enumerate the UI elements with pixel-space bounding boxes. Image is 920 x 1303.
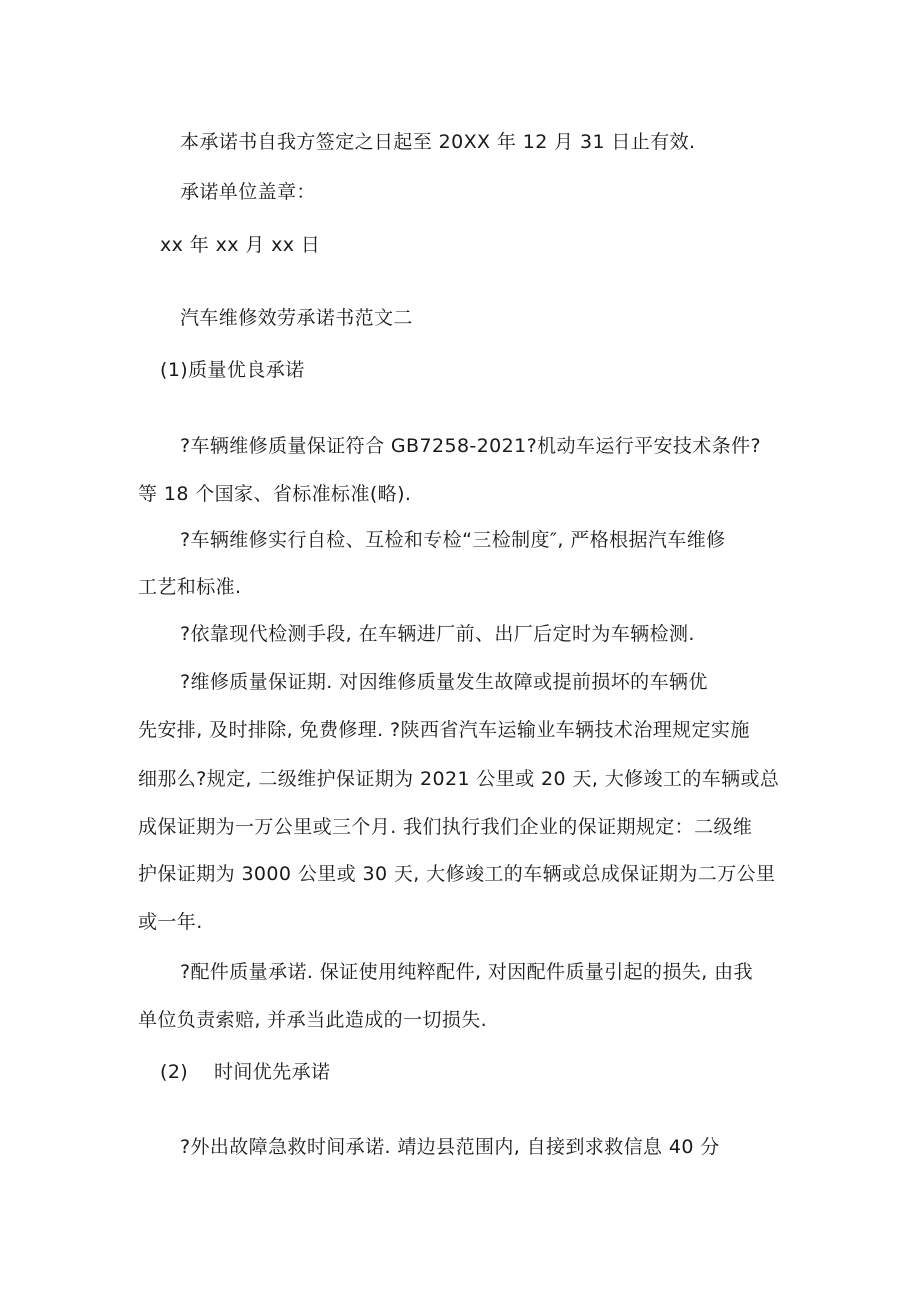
paragraph-4-line-6: 或一年. — [138, 911, 203, 933]
paragraph-5-line-1: ?配件质量承诺. 保证使用纯粹配件, 对因配件质量引起的损失, 由我 — [180, 961, 753, 983]
heading-quality: (1)质量优良承诺 — [160, 359, 305, 381]
date-line: xx 年 xx 月 xx 日 — [160, 234, 321, 256]
paragraph-4-line-3: 细那么?规定, 二级维护保证期为 2021 公里或 20 天, 大修竣工的车辆或总 — [138, 768, 780, 790]
paragraph-3-line-1: ?依靠现代检测手段, 在车辆进厂前、出厂后定时为车辆检测. — [180, 623, 695, 645]
validity-line: 本承诺书自我方签定之日起至 20XX 年 12 月 31 日止有效. — [180, 131, 696, 153]
paragraph-2-line-1: ?车辆维修实行自检、互检和专检“三检制度″, 严格根据汽车维修 — [180, 529, 726, 551]
seal-label: 承诺单位盖章： — [180, 181, 316, 203]
paragraph-1-line-1: ?车辆维修质量保证符合 GB7258-2021?机动车运行平安技术条件? — [180, 435, 762, 457]
heading-time-number: (2) — [160, 1061, 189, 1083]
paragraph-4-line-1: ?维修质量保证期. 对因维修质量发生故障或提前损坏的车辆优 — [180, 671, 708, 693]
section-title: 汽车维修效劳承诺书范文二 — [180, 307, 413, 329]
paragraph-4-line-5: 护保证期为 3000 公里或 30 天, 大修竣工的车辆或总成保证期为二万公里 — [138, 863, 776, 885]
paragraph-1-line-2: 等 18 个国家、省标准标准(略). — [138, 483, 412, 505]
paragraph-5-line-2: 单位负责索赔, 并承当此造成的一切损失. — [138, 1009, 488, 1031]
paragraph-2-line-2: 工艺和标准. — [138, 576, 242, 598]
paragraph-4-line-4: 成保证期为一万公里或三个月. 我们执行我们企业的保证期规定：二级维 — [138, 816, 753, 838]
heading-time-title: 时间优先承诺 — [214, 1061, 331, 1083]
paragraph-6-line-1: ?外出故障急救时间承诺. 靖边县范围内, 自接到求救信息 40 分 — [180, 1136, 720, 1158]
paragraph-4-line-2: 先安排, 及时排除, 免费修理. ?陕西省汽车运输业车辆技术治理规定实施 — [138, 719, 750, 741]
